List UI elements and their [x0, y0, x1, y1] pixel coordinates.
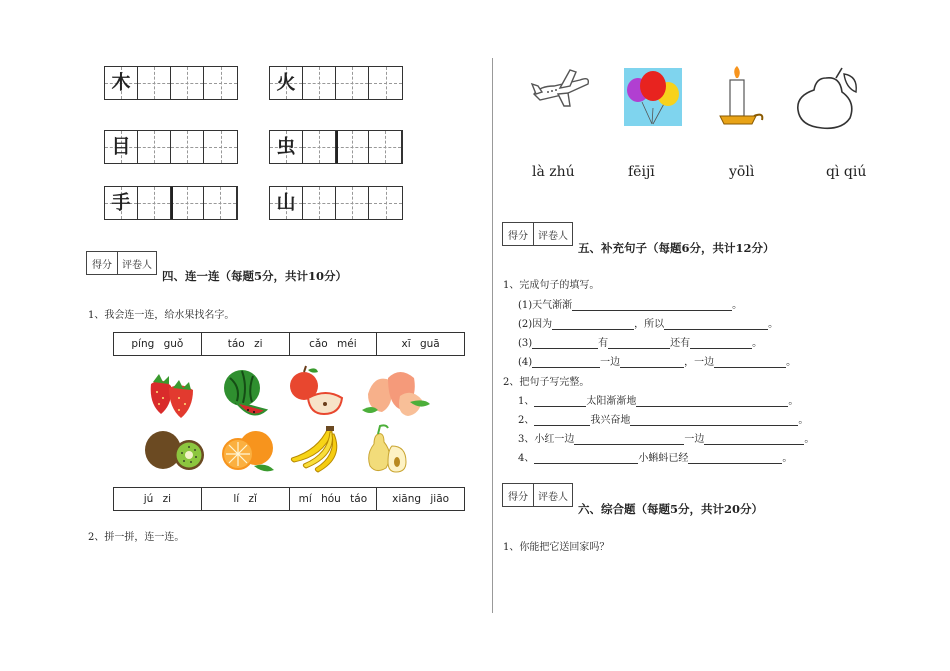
- score-box: [86, 251, 157, 275]
- answer-blank[interactable]: [664, 318, 768, 330]
- sentence-item: (1)天气渐渐 。: [518, 300, 743, 311]
- answer-blank[interactable]: [620, 356, 684, 368]
- sentence-item: (4) 一边 ，一边 。: [518, 357, 797, 368]
- answer-blank[interactable]: [688, 452, 782, 464]
- score-box: [502, 222, 573, 246]
- score-label: 得分: [87, 252, 118, 274]
- answer-blank[interactable]: [690, 337, 752, 349]
- score-label: 得分: [503, 484, 534, 506]
- pinyin-cell: lí zǐ: [202, 488, 290, 510]
- pinyin-cell: mí hóu táo: [290, 488, 378, 510]
- peach-image: [360, 364, 432, 420]
- answer-blank[interactable]: [704, 433, 804, 445]
- answer-blank[interactable]: [714, 356, 786, 368]
- section6-heading: 六、综合题（每题5分，共计20分）: [578, 502, 764, 516]
- writing-grid-4: [269, 130, 403, 164]
- answer-blank[interactable]: [534, 414, 590, 426]
- answer-blank[interactable]: [636, 395, 788, 407]
- pinyin-label-4: qì qiú: [826, 164, 867, 180]
- writing-grid-6: [269, 186, 403, 220]
- answer-blank[interactable]: [532, 356, 600, 368]
- sentence-item: 4、 小蝌蚪已经 。: [518, 453, 793, 464]
- answer-blank[interactable]: [572, 299, 732, 311]
- section6-question1: 1、你能把它送回家吗？: [503, 542, 610, 553]
- watermelon-image: [220, 366, 270, 418]
- candle-image: [716, 66, 764, 128]
- pinyin-cell: jú zi: [114, 488, 202, 510]
- grader-label: 评卷人: [122, 259, 152, 271]
- grid-character: 木: [111, 71, 131, 94]
- answer-blank[interactable]: [532, 337, 598, 349]
- score-box: [502, 483, 573, 507]
- grader-label: 评卷人: [538, 491, 568, 503]
- grid-character: 虫: [276, 135, 296, 158]
- answer-blank[interactable]: [552, 318, 634, 330]
- pinyin-cell: píng guǒ: [114, 333, 202, 355]
- sentence-item: 2、 我兴奋地 。: [518, 415, 809, 426]
- answer-blank[interactable]: [630, 414, 798, 426]
- pinyin-cell: xī guā: [401, 338, 440, 350]
- banana-image: [288, 426, 346, 472]
- pear-image: [366, 424, 412, 474]
- pinyin-cell: táo zi: [202, 333, 290, 355]
- sentence-item: 3、小红一边 一边 。: [518, 434, 815, 445]
- section4-heading: 四、连一连（每题5分，共计10分）: [162, 269, 348, 283]
- apple-image: [286, 366, 344, 416]
- pinyin-cell: xiāng jiāo: [392, 493, 450, 505]
- answer-blank[interactable]: [534, 452, 638, 464]
- balloons-image: [624, 68, 682, 126]
- sentence-item: 1、 太阳渐渐地 。: [518, 396, 799, 407]
- column-divider: [492, 58, 493, 613]
- grid-character: 目: [111, 135, 131, 158]
- section5-heading: 五、补充句子（每题6分，共计12分）: [578, 241, 775, 255]
- pinyin-table-top: [113, 332, 465, 356]
- section4-question1: 1、我会连一连，给水果找名字。: [88, 310, 235, 321]
- answer-blank[interactable]: [608, 337, 670, 349]
- writing-grid-2: [269, 66, 403, 100]
- sentence-item: (3) 有 还有 。: [518, 338, 763, 349]
- pear-outline-image: [796, 66, 862, 130]
- writing-grid-1: [104, 66, 238, 100]
- strawberry-image: [143, 370, 201, 420]
- pinyin-label-3: yōlì: [729, 164, 755, 180]
- writing-grid-3: [104, 130, 238, 164]
- answer-blank[interactable]: [534, 395, 586, 407]
- pinyin-cell: cǎo méi: [290, 333, 378, 355]
- grid-character: 手: [111, 191, 131, 214]
- orange-image: [218, 426, 278, 474]
- score-label: 得分: [503, 223, 534, 245]
- section4-question2: 2、拼一拼，连一连。: [88, 532, 185, 543]
- pinyin-label-2: fēijī: [628, 164, 655, 180]
- writing-grid-5: [104, 186, 238, 220]
- section5-question2: 2、把句子写完整。: [503, 377, 590, 388]
- grader-label: 评卷人: [538, 230, 568, 242]
- airplane-image: [530, 66, 592, 110]
- kiwi-image: [143, 428, 209, 472]
- answer-blank[interactable]: [574, 433, 684, 445]
- grid-character: 山: [276, 191, 296, 214]
- sentence-item: (2)因为 ，所以 。: [518, 319, 779, 330]
- grid-character: 火: [276, 71, 296, 94]
- section5-question1: 1、完成句子的填写。: [503, 280, 600, 291]
- pinyin-label-1: là zhú: [532, 164, 575, 180]
- pinyin-table-bottom: [113, 487, 465, 511]
